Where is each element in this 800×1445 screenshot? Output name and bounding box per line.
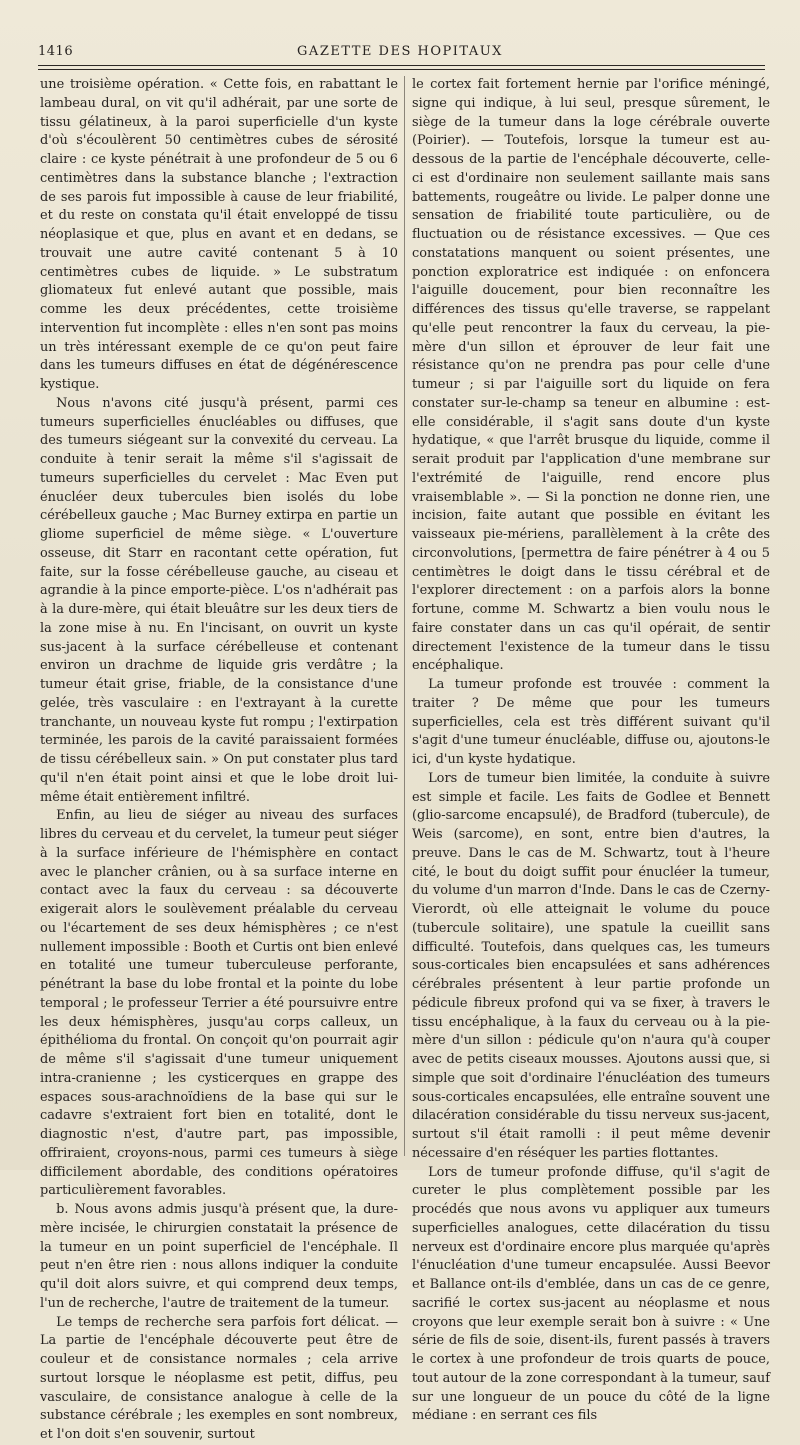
column-divider <box>404 76 405 1156</box>
page-number: 1416 <box>38 44 74 59</box>
paragraph: Le temps de recherche sera parfois fort délicat. — La partie de l'encéphale découverte peut être de couleur et de consistance normales ; cela arrive surtout lorsque le néoplasme est petit, diffus, peu vasculaire, de consistance analogue à celle de la substance cérébrale ; les exemples en sont nombreux, et l'on doit s'en souvenir, surtout <box>40 1314 398 1442</box>
paragraph: Lors de tumeur bien limitée, la conduite à suivre est simple et facile. Les faits de Godlee et Bennett (glio-sarcome encapsulé), de Bradford (tubercule), de Weis (sarcome), en sont, entre bien d'autres, la preuve. Dans le cas de M. Schwartz, tout à l'heure cité, le bout du doigt suffit pour énucléer la tumeur, du volume d'un marron d'Inde. Dans le cas de Czerny-Vierordt, où elle atteignait le volume du pouce (tubercule solitaire), une spatule la cueillit sans difficulté. Toutefois, dans quelques cas, les tumeurs sous-corticales bien encapsulées et sans adhérences cérébrales présentent à leur partie profonde un pédicule fibreux profond qui va se fixer, à travers le tissu encéphalique, à la faux du cerveau ou à la pie-mère d'un sillon : pédicule qu'on n'aura qu'à couper avec de petits ciseaux mousses. Ajoutons aussi que, si simple que soit d'ordinaire l'énucléation des tumeurs sous-corticales encapsulées, elle entraîne souvent une dilacération considérable du tissu nerveux sus-jacent, surtout s'il était ramolli : il peut même devenir nécessaire d'en réséquer les parties flottantes. <box>412 770 770 1161</box>
page-header <box>38 44 762 64</box>
header-rule-bottom <box>38 69 765 70</box>
left-column <box>40 76 398 1442</box>
paragraph: b. Nous avons admis jusqu'à présent que, la dure-mère incisée, le chirurgien constatait la présence de la tumeur en un point superficiel de l'encéphale. Il peut n'en être rien : nous allons indiquer la conduite qu'il doit alors suivre, et qui comprend deux temps, l'un de recherche, l'autre de traitement de la tumeur. <box>40 1202 398 1311</box>
running-title: GAZETTE DES HOPITAUX <box>297 44 503 59</box>
paragraph: Nous n'avons cité jusqu'à présent, parmi ces tumeurs superficielles énucléables ou diffuses, que des tumeurs siégeant sur la convexité du cerveau. La conduite à tenir serait la même s'il s'agissait de tumeurs superficielles du cervelet : Mac Even put énucléer deux tubercules bien isolés du lobe cérébelleux gauche ; Mac Burney extirpa en partie un gliome superficiel de même siège. « L'ouverture osseuse, dit Starr en racontant cette opération, fut faite, sur la fosse cérébelleuse gauche, au ciseau et agrandie à la pince emporte-pièce. L'os n'adhérait pas à la dure-mère, qui était bleuâtre sur les deux tiers de la zone mise à nu. En l'incisant, on ouvrit un kyste sus-jacent à la surface cérébelleuse et contenant environ un drachme de liquide gris verdâtre ; la tumeur était grise, friable, de la consistance d'une gelée, très vasculaire : en l'extrayant à la curette tranchante, un nouveau kyste fut rompu ; l'extirpation terminée, les parois de la cavité paraissaient formées de tissu cérébelleux sain. » On put constater plus tard qu'il n'en était point ainsi et que le lobe droit lui-même était entièrement infiltré. <box>40 395 398 805</box>
right-column <box>412 76 770 1424</box>
paragraph: une troisième opération. « Cette fois, en rabattant le lambeau dural, on vit qu'il adhérait, par une sorte de tissu gélatineux, à la paroi superficielle d'un kyste d'où s'écoulèrent 50 centimètres cubes de sérosité claire : ce kyste pénétrait à une profondeur de 5 ou 6 centimètres dans la substance blanche ; l'extraction de ses parois fut impossible à cause de leur friabilité, et du reste on constata qu'il était enveloppé de tissu néoplasique et que, plus en avant et en dedans, se trouvait une autre cavité contenant 5 à 10 centimètres cubes de liquide. » Le substratum gliomateux fut enlevé autant que possible, mais comme les deux précédentes, cette troisième intervention fut incomplète : elles n'en sont pas moins un très intéressant exemple de ce qu'on peut faire dans les tumeurs diffuses en état de dégénérescence kystique. <box>40 77 398 392</box>
header-rule-top <box>38 65 765 66</box>
paragraph: Lors de tumeur profonde diffuse, qu'il s'agit de cureter le plus complètement possible par les procédés que nous avons vu appliquer aux tumeurs superficielles analogues, cette dilacération du tissu nerveux est d'ordinaire encore plus marquée qu'après l'énucléation d'une tumeur encapsulée. Aussi Beevor et Ballance ont-ils d'emblée, dans un cas de ce genre, sacrifié le cortex sus-jacent au néoplasme et nous croyons que leur exemple serait bon à suivre : « Une série de fils de soie, disent-ils, furent passés à travers le cortex à une profondeur de trois quarts de pouce, tout autour de la zone correspondant à la tumeur, sauf sur une longueur de un pouce du côté de la ligne médiane : en serrant ces fils <box>412 1164 770 1424</box>
paragraph: Enfin, au lieu de siéger au niveau des surfaces libres du cerveau et du cervelet, la tumeur peut siéger à la surface inférieure de l'hémisphère en contact avec le plancher crânien, ou à sa surface interne en contact avec la faux du cerveau : sa découverte exigerait alors le soulèvement préalable du cerveau ou l'écartement de ses deux hémisphères ; ce n'est nullement impossible : Booth et Curtis ont bien enlevé en totalité une tumeur tuberculeuse perforante, pénétrant la base du lobe frontal et la pointe du lobe temporal ; le professeur Terrier a été poursuivre entre les deux hémisphères, jusqu'au corps calleux, un épithélioma du frontal. On conçoit qu'on pourrait agir de même s'il s'agissait d'une tumeur uniquement intra-cranienne ; les cysticerques en grappe des espaces sous-arachnoïdiens de la base qui sur le cadavre s'extraient fort bien en totalité, dont le diagnostic n'est, d'autre part, pas impossible, offriraient, croyons-nous, parmi ces tumeurs à siège difficilement abordable, des conditions opératoires particulièrement favorables. <box>40 808 398 1199</box>
paragraph: le cortex fait fortement hernie par l'orifice méningé, signe qui indique, à lui seul, presque sûrement, le siège de la tumeur dans la loge cérébrale ouverte (Poirier). — Toutefois, lorsque la tumeur est au-dessous de la partie de l'encéphale découverte, celle-ci est d'ordinaire non seulement saillante mais sans battements, rougeâtre ou livide. Le palper donne une sensation de friabilité toute particulière, ou de fluctuation ou de résistance excessives. — Que ces constatations manquent ou soient présentes, une ponction exploratrice est indiquée : on enfoncera l'aiguille doucement, pour bien reconnaître les différences des tissus qu'elle traverse, se rappelant qu'elle peut rencontrer la faux du cerveau, la pie-mère d'un sillon et éprouver de leur fait une résistance qu'on ne prendra pas pour celle d'une tumeur ; si par l'aiguille sort du liquide on fera constater sur-le-champ sa teneur en albumine : est-elle considérable, il s'agit sans doute d'un kyste hydatique, « que l'arrêt brusque du liquide, comme il serait produit par l'application d'une membrane sur l'extrémité de l'aiguille, rend encore plus vraisemblable ». — Si la ponction ne donne rien, une incision, faite autant que possible en évitant les vaisseaux pie-mériens, parallèlement à la crête des circonvolutions, [permettra de faire pénétrer à 4 ou 5 centimètres le doigt dans le tissu cérébral et de l'explorer directement : on a parfois alors la bonne fortune, comme M. Schwartz a bien voulu nous le faire constater dans un cas qu'il opérait, de sentir directement l'existence de la tumeur dans le tissu encéphalique. <box>412 77 770 674</box>
paragraph: La tumeur profonde est trouvée : comment la traiter ? De même que pour les tumeurs superficielles, cela est très différent suivant qu'il s'agit d'une tumeur énucléable, diffuse ou, ajoutons-le ici, d'un kyste hydatique. <box>412 677 770 767</box>
